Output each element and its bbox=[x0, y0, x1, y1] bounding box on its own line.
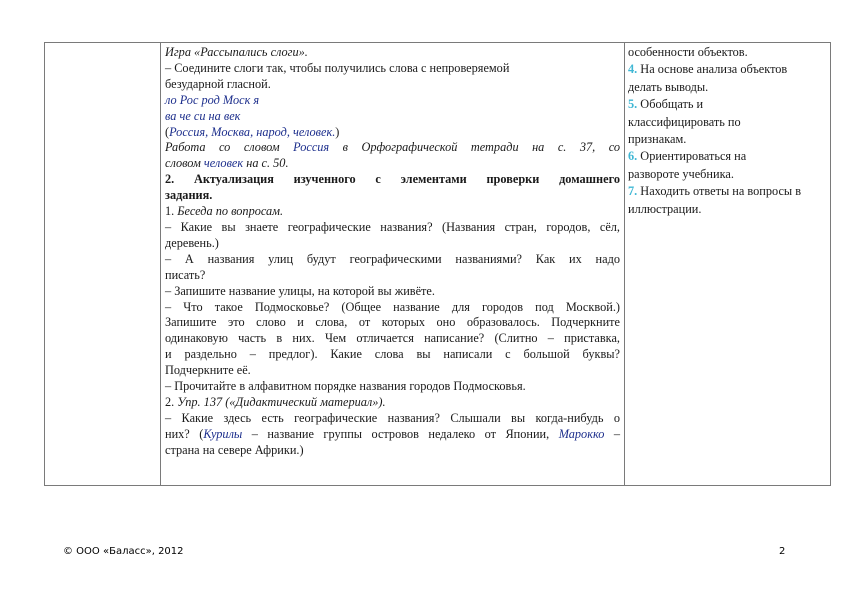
lesson-content-cell bbox=[161, 43, 625, 486]
work-line: словом человек на с. 50. bbox=[165, 156, 289, 171]
skill-line: особенности объектов. bbox=[628, 45, 748, 59]
question-line: них? (Курилы – название группы островов недалеко от Японии, Марокко – bbox=[165, 426, 621, 441]
question-line: – А названия улиц будут географическими названиями? Как их надо bbox=[165, 251, 620, 266]
exercise-title: 2. Упр. 137 («Дидактический материал»). bbox=[165, 394, 386, 409]
question-line: – Запишите название улицы, на которой вы живёте. bbox=[165, 283, 435, 298]
left-empty-cell bbox=[45, 43, 161, 486]
question-line: Запишите это слово и слова, от которых оно образовалось. Подчеркните bbox=[165, 315, 620, 330]
question-line: Подчеркните её. bbox=[165, 363, 251, 378]
question-line: страна на севере Африки.) bbox=[165, 442, 304, 457]
question-line: – Какие здесь есть географические названия? Слышали вы когда-нибудь о bbox=[165, 410, 620, 425]
skill-line: признакам. bbox=[628, 132, 687, 147]
skill-line: делать выводы. bbox=[628, 79, 709, 94]
page-number: 2 bbox=[779, 546, 786, 557]
question-line: одинаковую часть в них. Чем отличается написание? (Слитно – приставка, bbox=[165, 331, 620, 346]
skill-item-5: 5. Обобщать и bbox=[628, 97, 704, 112]
section-heading: задания. bbox=[165, 188, 213, 203]
conversation-title: 1. Беседа по вопросам. bbox=[165, 204, 284, 219]
work-line: Работа со словом Россия в Орфографической тетради на с. 37, со bbox=[165, 140, 621, 155]
task-line: безударной гласной. bbox=[165, 76, 271, 91]
game-title: Игра «Рассыпались слоги». bbox=[165, 45, 308, 59]
skill-item-7: 7. Находить ответы на вопросы в bbox=[628, 184, 802, 199]
question-line: деревень.) bbox=[165, 235, 219, 250]
syllables-row-1: ло Рос род Моск я bbox=[165, 92, 260, 107]
answer-line: (Россия, Москва, народ, человек.) bbox=[165, 124, 340, 139]
skill-item-6: 6. Ориентироваться на bbox=[628, 149, 747, 164]
skill-line: классифицировать по bbox=[628, 114, 741, 129]
question-line: – Что такое Подмосковье? (Общее название для городов под Москвой.) bbox=[165, 299, 620, 314]
skill-line: иллюстрации. bbox=[628, 201, 702, 216]
skill-item-4: 4. На основе анализа объектов bbox=[628, 62, 788, 77]
footer-copyright: © ООО «Баласс», 2012 bbox=[63, 546, 184, 557]
task-line: – Соедините слоги так, чтобы получились слова с непроверяемой bbox=[165, 60, 510, 75]
question-line: и раздельно – предлог). Какие слова вы написали с большой буквы? bbox=[165, 347, 620, 362]
skill-line: развороте учебника. bbox=[628, 166, 734, 181]
question-line: писать? bbox=[165, 267, 206, 282]
answer-words: Россия, Москва, народ, человек. bbox=[169, 124, 336, 139]
question-line: – Какие вы знаете географические названия? (Названия стран, городов, сёл, bbox=[165, 219, 620, 234]
question-line: – Прочитайте в алфавитном порядке названия городов Подмосковья. bbox=[165, 379, 526, 394]
section-heading: 2. Актуализация изученного с элементами проверки домашнего bbox=[165, 172, 620, 187]
lesson-table bbox=[44, 42, 831, 486]
syllables-row-2: ва че си на век bbox=[165, 108, 241, 123]
skills-cell bbox=[625, 43, 831, 486]
table-row bbox=[45, 43, 831, 486]
